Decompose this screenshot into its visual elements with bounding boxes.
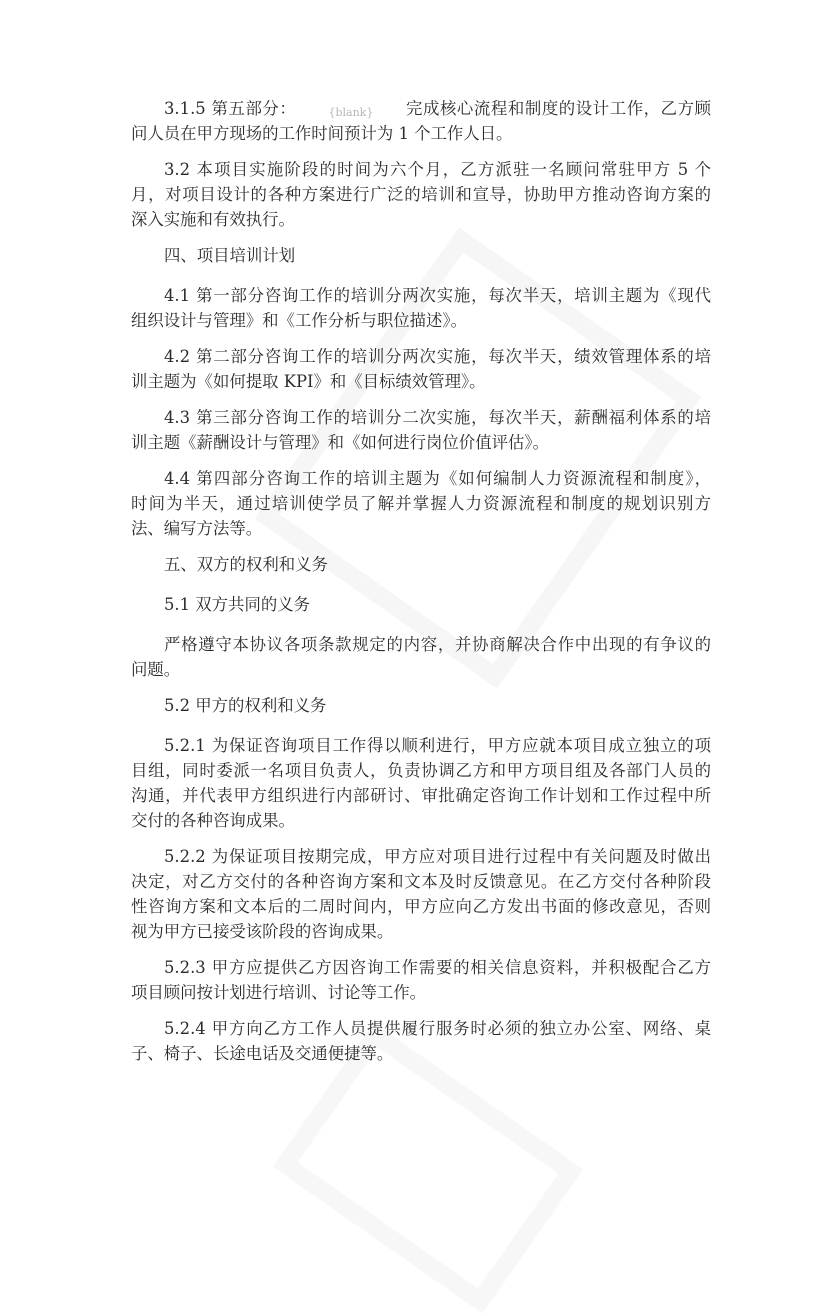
section-heading	[131, 592, 711, 617]
paragraph	[131, 844, 711, 944]
section-heading	[131, 552, 711, 577]
paragraph	[131, 283, 711, 333]
text-line: 四、项目培训计划	[164, 246, 296, 265]
text-segment: 完成核心流程和制度的设计工作，乙方顾	[405, 99, 711, 118]
text-line: 法、编写方法等。	[131, 519, 263, 538]
text-line: 目组，同时委派一名项目负责人，负责协调乙方和甲方项目组及各部门人员的	[131, 761, 711, 780]
text-line	[131, 96, 711, 121]
text-line: 性咨询方案和文本后的二周时间内，甲方应向乙方发出书面的修改意见，否则	[131, 897, 711, 916]
section-heading	[131, 693, 711, 718]
text-line: 沟通，并代表甲方组织进行内部研讨、审批确定咨询工作计划和工作过程中所	[131, 786, 711, 805]
text-line: 5.2.4 甲方向乙方工作人员提供履行服务时必须的独立办公室、网络、桌	[164, 1019, 711, 1038]
paragraph	[131, 466, 711, 541]
text-line: 子、椅子、长途电话及交通便捷等。	[131, 1044, 394, 1063]
text-line: 问人员在甲方现场的工作时间预计为 1 个工作人日。	[131, 124, 513, 143]
text-line: 月，对项目设计的各种方案进行广泛的培训和宣导，协助甲方推动咨询方案的	[131, 185, 711, 204]
paragraph	[131, 157, 711, 232]
text-line: 严格遵守本协议各项条款规定的内容，并协商解决合作中出现的有争议的	[164, 635, 711, 654]
text-segment: 3.1.5 第五部分：	[164, 99, 297, 118]
text-line: 组织设计与管理》和《工作分析与职位描述》。	[131, 311, 468, 330]
text-line: 5.2.2 为保证项目按期完成，甲方应对项目进行过程中有关问题及时做出	[164, 847, 711, 866]
text-line: 深入实施和有效执行。	[131, 210, 295, 229]
section-heading	[131, 243, 711, 268]
text-line: 问题。	[131, 660, 181, 679]
fill-in-blank: {blank}	[298, 104, 403, 121]
text-line: 5.2.3 甲方应提供乙方因咨询工作需要的相关信息资料，并积极配合乙方	[164, 958, 711, 977]
paragraph	[131, 632, 711, 682]
text-line: 3.2 本项目实施阶段的时间为六个月，乙方派驻一名顾问常驻甲方 5 个	[164, 160, 711, 179]
document-body	[131, 96, 711, 1077]
text-line: 4.1 第一部分咨询工作的培训分两次实施，每次半天，培训主题为《现代	[164, 286, 711, 305]
text-line: 训主题为《如何提取 KPI》和《目标绩效管理》。	[131, 372, 486, 391]
paragraph	[131, 344, 711, 394]
text-line: 交付的各种咨询成果。	[131, 811, 295, 830]
text-line: 决定，对乙方交付的各种咨询方案和文本及时反馈意见。在乙方交付各种阶段	[131, 872, 711, 891]
text-line: 训主题《薪酬设计与管理》和《如何进行岗位价值评估》。	[131, 433, 549, 452]
paragraph	[131, 955, 711, 1005]
text-line: 4.3 第三部分咨询工作的培训分二次实施，每次半天，薪酬福利体系的培	[164, 408, 711, 427]
text-line: 4.4 第四部分咨询工作的培训主题为《如何编制人力资源流程和制度》，	[164, 469, 711, 488]
text-line: 4.2 第二部分咨询工作的培训分两次实施，每次半天，绩效管理体系的培	[164, 347, 711, 366]
text-line: 5.2 甲方的权利和义务	[164, 696, 327, 715]
text-line: 5.2.1 为保证咨询项目工作得以顺利进行，甲方应就本项目成立独立的项	[164, 736, 711, 755]
paragraph	[131, 733, 711, 833]
text-line: 项目顾问按计划进行培训、讨论等工作。	[131, 983, 427, 1002]
text-line: 5.1 双方共同的义务	[164, 595, 311, 614]
text-line: 视为甲方已接受该阶段的咨询成果。	[131, 922, 394, 941]
paragraph	[131, 96, 711, 146]
text-line: 时间为半天，通过培训使学员了解并掌握人力资源流程和制度的规划识别方	[131, 494, 711, 513]
paragraph	[131, 405, 711, 455]
text-line: 五、双方的权利和义务	[164, 555, 328, 574]
paragraph	[131, 1016, 711, 1066]
